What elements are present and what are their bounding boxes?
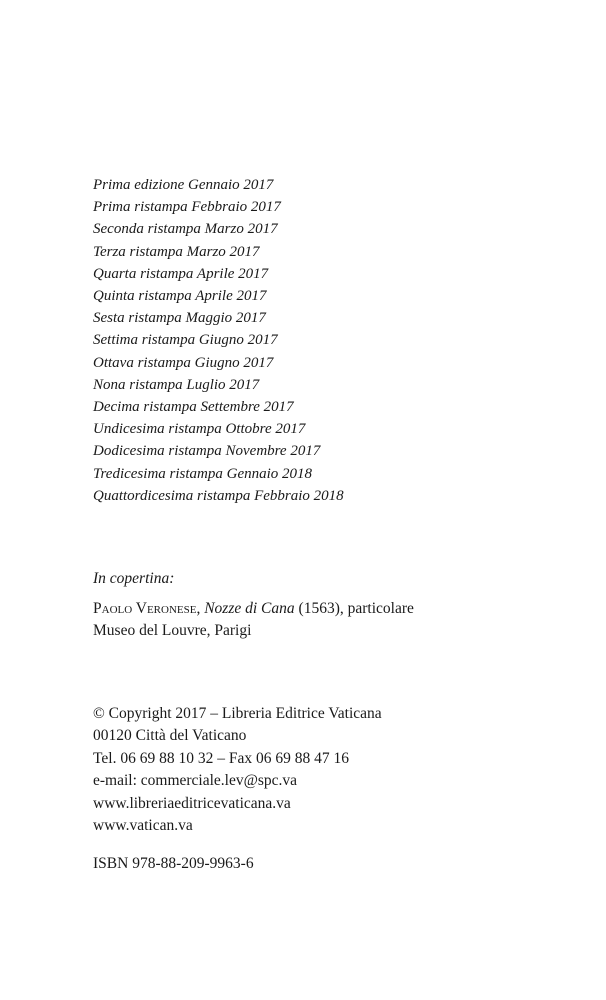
edition-line: Quattordicesima ristampa Febbraio 2018 xyxy=(93,487,344,504)
publisher-info xyxy=(93,703,382,837)
cover-artwork-details: (1563), particolare xyxy=(294,599,414,617)
edition-line: Quarta ristampa Aprile 2017 xyxy=(93,265,269,282)
cover-artwork-title: Nozze di Cana xyxy=(204,599,295,617)
cover-label-colon: : xyxy=(169,570,175,587)
edition-line: Undicesima ristampa Ottobre 2017 xyxy=(93,421,306,438)
isbn-line: ISBN 978-88-209-9963-6 xyxy=(93,855,254,872)
cover-credit xyxy=(93,568,414,643)
publisher-website: www.libreriaeditricevaticana.va xyxy=(93,794,291,812)
cover-location: Museo del Louvre, Parigi xyxy=(93,622,252,639)
cover-label xyxy=(93,568,414,591)
publisher-website-2: www.vatican.va xyxy=(93,817,193,835)
edition-line: Quinta ristampa Aprile 2017 xyxy=(93,288,267,305)
edition-line: Seconda ristampa Marzo 2017 xyxy=(93,221,278,238)
copyright-line: © Copyright 2017 – Libreria Editrice Vaticana xyxy=(93,705,382,722)
edition-line: Prima ristampa Febbraio 2017 xyxy=(93,199,281,216)
edition-line: Decima ristampa Settembre 2017 xyxy=(93,399,294,416)
edition-line: Nona ristampa Luglio 2017 xyxy=(93,376,260,393)
edition-line: Sesta ristampa Maggio 2017 xyxy=(93,310,266,327)
cover-artwork-line xyxy=(93,598,414,621)
cover-artist: Paolo Veronese xyxy=(93,599,197,617)
cover-label-text: In copertina xyxy=(93,570,170,587)
edition-line: Settima ristampa Giugno 2017 xyxy=(93,332,278,349)
edition-history-list xyxy=(93,174,344,507)
publisher-email: e-mail: commerciale.lev@spc.va xyxy=(93,772,298,790)
edition-line: Ottava ristampa Giugno 2017 xyxy=(93,354,274,371)
publisher-phone: Tel. 06 69 88 10 32 – Fax 06 69 88 47 16 xyxy=(93,749,349,767)
edition-line: Tredicesima ristampa Gennaio 2018 xyxy=(93,465,313,482)
edition-line: Terza ristampa Marzo 2017 xyxy=(93,243,260,260)
edition-line: Dodicesima ristampa Novembre 2017 xyxy=(93,443,321,460)
cover-artist-separator: , xyxy=(196,599,205,617)
publisher-address: 00120 Città del Vaticano xyxy=(93,727,247,745)
edition-line: Prima edizione Gennaio 2017 xyxy=(93,177,274,193)
